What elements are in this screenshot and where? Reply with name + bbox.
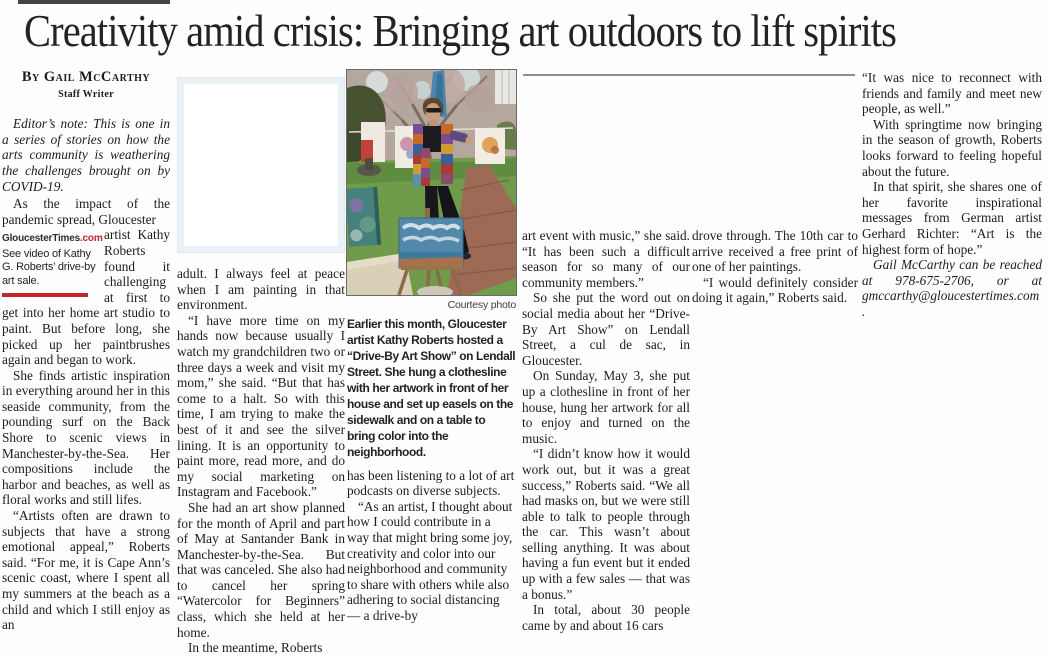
- photo-illustration: [347, 70, 516, 295]
- paragraph: In total, about 30 people came by and about 16 cars: [522, 602, 690, 633]
- column-2: [177, 70, 345, 656]
- paragraph: “As an artist, I thought about how I could contribute in a way that might bring some joy, creativity and color into our neighborhood and community to share with others while also adhering to social distancing — a drive-by: [347, 498, 513, 623]
- column-1: [2, 70, 170, 633]
- editors-note: Editor’s note: This is one in a series of stories on how the arts community is weathering the challenges brought on by COVID-19.: [2, 116, 170, 194]
- column-4: [522, 228, 690, 633]
- promo-underline: [2, 293, 88, 297]
- paragraph: With springtime now bringing in the season of growth, Roberts looks forward to feeling hopeful about the future.: [862, 116, 1042, 179]
- byline: By Gail McCarthy: [21, 69, 151, 85]
- promo-box[interactable]: [2, 231, 103, 297]
- paragraph: In that spirit, she shares one of her favorite inspirational messages from German artist Gerhard Richter: “Art is the highest form of hope.”: [862, 179, 1042, 257]
- paragraph: “I didn’t know how it would work out, but it was a great success,” Roberts said. “We all had masks on, but we were still able to talk to people through the car. This wasn’t about selling anything. It was about having a fun event but it ended up with a few sales — that was a bonus.”: [522, 446, 690, 602]
- paragraph: “I would definitely consider doing it again,” Roberts said.: [692, 274, 858, 306]
- paragraph: has been listening to a lot of art podcasts on diverse subjects.: [347, 467, 515, 499]
- column-3: [347, 70, 516, 624]
- byline-block: [2, 70, 170, 102]
- promo-brand: [2, 231, 103, 247]
- promo-brand-name: GloucesterTimes: [2, 233, 80, 245]
- paragraph: drove through. The 10th car to arrive received a free print of one of her paintings.: [692, 228, 858, 275]
- author-contact-tagline: Gail McCarthy can be reached at 978-675-2706, or at gmccarthy@gloucestertimes.com.: [862, 257, 1042, 319]
- drive-by-art-show-photo: [347, 70, 516, 295]
- paragraph-with-promo: [2, 227, 170, 367]
- column-divider-rule: [523, 74, 855, 76]
- promo-text: See video of Kathy G. Roberts’ drive-by art sale.: [2, 247, 96, 287]
- paragraph: She finds artistic inspiration in everything around her in this seaside community, from the pounding surf on the Back Shore to scenic views in Manchester-by-the-Sea. Her compositions include the harbor and beaches, as well as floral works and still lifes.: [2, 367, 170, 508]
- scan-edge-strip: [18, 0, 170, 4]
- paragraph: On Sunday, May 3, she put up a clothesline in front of her house, hung her artwork for all to enjoy and turned on the music.: [522, 368, 690, 446]
- paragraph: “It was nice to reconnect with friends and family and meet new people, as well.”: [862, 70, 1042, 117]
- article-headline: Creativity amid crisis: Bringing art outdoors to lift spirits: [24, 6, 897, 56]
- paragraph: She had an art show planned for the month of April and part of May at Santander Bank in Manchester-by-the-Sea. But that was canceled. She also had to cancel her spring “Watercolor for Beginners” class, which she held at her home.: [177, 499, 345, 640]
- photo-credit: Courtesy photo: [447, 299, 516, 311]
- paragraph: “I have more time on my hands now because usually I watch my grandchildren two or three days a week and visit my mom,” she said. “But that has come to a halt. So with this time, I am trying to make the best of it and see the silver lining. It is an opportunity to paint more, read more, and do my social marketing on Instagram and Facebook.”: [177, 312, 345, 500]
- byline-role: Staff Writer: [58, 88, 114, 100]
- paragraph: In the meantime, Roberts: [188, 640, 323, 656]
- paragraph: So she put the word out on social media about her “Drive-By Art Show” on Lendall Street, a cul de sac, in Gloucester.: [522, 290, 690, 368]
- promo-brand-domain: .com: [79, 233, 103, 245]
- paragraph-continuation: artist Kathy Roberts found it challenging at first to get into her home art studio to paint. But before long, she picked up her paintbrushes again and began to work.: [2, 227, 170, 368]
- paragraph: art event with music,” she said. “It has been such a difficult season for so many of our community members.”: [522, 228, 690, 290]
- paragraph: As the impact of the pandemic spread, Gloucester: [2, 196, 170, 227]
- paragraph: adult. I always feel at peace when I am painting in that environment.: [177, 266, 345, 313]
- blank-image-placeholder: [178, 78, 344, 252]
- photo-caption: Earlier this month, Gloucester artist Kathy Roberts hosted a “Drive-By Art Show” on Lendall Street. She hung a clothesline with her artwork in front of her house and set up easels on the sidewalk and on a table to bring color into the neighborhood.: [347, 316, 516, 459]
- paragraph: “Artists often are drawn to subjects that have a strong emotional appeal,” Roberts said. “For me, it is Cape Ann’s scenic coast, where I spent all my summers at the beach as a child and which I still enjoy as an: [2, 508, 170, 633]
- column-6: [862, 70, 1042, 320]
- column-5: [692, 228, 858, 306]
